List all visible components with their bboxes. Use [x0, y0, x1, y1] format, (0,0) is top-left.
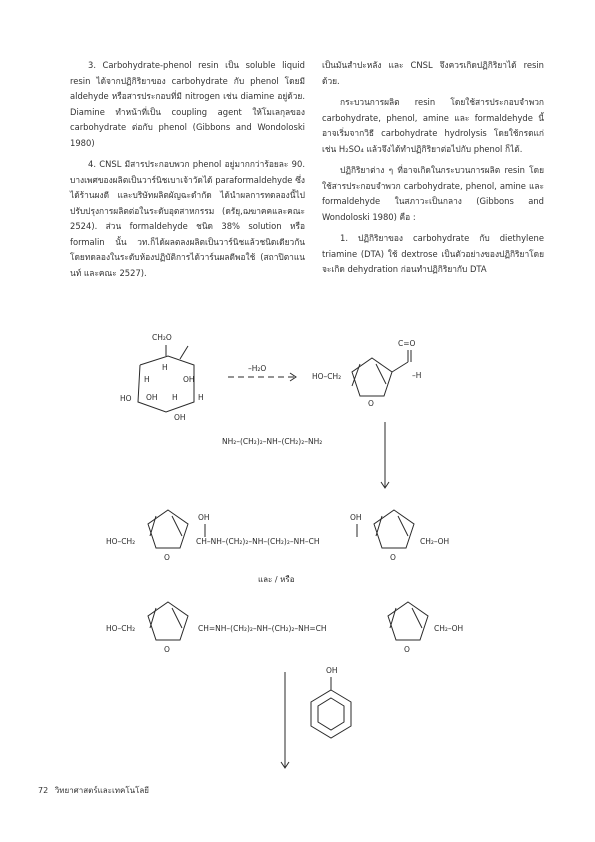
- hmf-aldehyde-label: C=O: [398, 339, 416, 348]
- product-2-left-hoch2: HO–CH₂: [106, 624, 136, 633]
- product-2-right-ch2oh: CH₂–OH: [434, 624, 464, 633]
- product-2-structure: [148, 602, 428, 640]
- hmf-hoch2-label: HO–CH₂: [312, 372, 342, 381]
- paragraph-carbohydrate-phenol-resin: 3. Carbohydrate-phenol resin เป็น soluble liquid resin ได้จากปฏิกิริยาของ carbohydrate กับ phenol โดยมี aldehyde หรือสารประกอบที่มี nitrogen เช่น diamine อยู่ด้วย. Diamine ทำหน้าที่เป็น coupling agent ให้โมเลกุลของ carbohydrate ต่อกับ phenol (Gibbons and Wondoloski 1980): [70, 60, 305, 148]
- hmf-furan-structure: [352, 350, 411, 396]
- dextrose-oh-label-3: OH: [174, 413, 186, 422]
- journal-name: วิทยาศาสตร์และเทคโนโลยี: [54, 786, 149, 795]
- product-1-right-ring-o: O: [390, 553, 396, 562]
- product-2-left-ring-o: O: [164, 645, 170, 654]
- phenol-structure: [311, 677, 351, 738]
- product-1-left-hoch2: HO–CH₂: [106, 537, 136, 546]
- dehydration-arrow: [228, 373, 296, 381]
- dextrose-h-label-2: H: [144, 375, 150, 384]
- paragraph-reactions-intro: ปฏิกิริยาต่าง ๆ ที่อาจเกิดในกระบวนการผลิต resin โดยใช้สารประกอบจำพวก carbohydrate, phenol, amine และ formaldehyde ในสภาวะเป็นกลาง (Gibbons and Wondoloski 1980) คือ :: [322, 165, 544, 222]
- right-text-column: [322, 58, 544, 284]
- left-text-column: [70, 58, 305, 287]
- paragraph-reaction-1: 1. ปฏิกิริยาของ carbohydrate กับ diethylene triamine (DTA) ใช้ dextrose เป็นตัวอย่างของปฏิกิริยาโดยจะเกิด dehydration ก่อนทำปฏิกิริยากับ DTA: [322, 233, 544, 274]
- hmf-furan-ring: [352, 358, 392, 396]
- dextrose-oh-label-1: OH: [183, 375, 195, 384]
- product-1-oh-left: OH: [198, 513, 210, 522]
- product-2-chain: CH=NH–(CH₂)₂–NH–(CH₂)₂–NH=CH: [198, 624, 327, 633]
- page-footer: [38, 784, 153, 797]
- product-1-left-furan: [148, 510, 188, 548]
- paragraph-production-process: กระบวนการผลิต resin โดยใช้สารประกอบจำพวก carbohydrate, phenol, amine และ formaldehyde นี้ อาจเริ่มจากวิธี carbohydrate hydrolysis โดยใช้กรดแก่ เช่น H₂SO₄ แล้วจึงได้ทำปฏิกิริยาต่อไปกับ phenol ก็ได้.: [322, 97, 544, 154]
- product-1-chain: CH–NH–(CH₂)₂–NH–(CH₂)₂–NH–CH: [196, 537, 320, 546]
- hmf-h-label: –H: [412, 371, 422, 380]
- dextrose-o-bond: [180, 346, 188, 359]
- arrow-to-next-step: [281, 672, 289, 768]
- product-1-right-furan: [374, 510, 414, 548]
- dextrose-ch2o-label: CH₂O: [152, 333, 172, 342]
- dextrose-h-label-1: H: [162, 363, 168, 372]
- and-or-label: และ / หรือ: [258, 575, 295, 584]
- page-number: 72: [38, 786, 49, 795]
- reaction-scheme-diagram: [0, 320, 595, 780]
- product-1-left-ring-o: O: [164, 553, 170, 562]
- product-1-oh-right: OH: [350, 513, 362, 522]
- paragraph-cnsl: 4. CNSL มีสารประกอบพวก phenol อยู่มากกว่าร้อยละ 90. บางเพศของผลิตเป็นวาร์นิชเบาเจ้าวัดได้ paraformaldehyde ซึ่งได้ร้านผงดี และบริษัทผลิตผัญฉะดำกัด ได้นำผลการทดลองนี้ไปปรับปรุงการผลิตต่อในระดับอุตสาหกรรม (ดรัยุ,ฌฆาคคและคณะ 2524). ส่วน formaldehyde ชนิด 38% solution หรือ formalin นั้น วท.ก็ได้ผลตลงผลิตเป็นวาร์นิชแล้วชนิดเดียวกัน โดยทดลองในระดับห้องปฏิบัติการได้วาร์นผลดีพอใช้ (สถาปิตาแนนท์ และคณะ 2527).: [70, 159, 305, 278]
- minus-water-label: –H₂O: [248, 364, 267, 373]
- phenol-ring: [311, 690, 351, 738]
- product-2-right-ring-o: O: [404, 645, 410, 654]
- dextrose-h-label-4: H: [198, 393, 204, 402]
- dextrose-ho-label: HO: [120, 394, 132, 403]
- phenol-aromatic-inner: [318, 698, 344, 730]
- arrow-to-product-1: [381, 422, 389, 488]
- dextrose-oh-label-2: OH: [146, 393, 158, 402]
- dta-formula: NH₂–(CH₂)₂–NH–(CH₂)₂–NH₂: [222, 437, 323, 446]
- product-1-right-ch2oh: CH₂–OH: [420, 537, 450, 546]
- dextrose-h-label-3: H: [172, 393, 178, 402]
- product-2-right-furan: [388, 602, 428, 640]
- hmf-ring-o-label: O: [368, 399, 374, 408]
- phenol-oh-label: OH: [326, 666, 338, 675]
- paragraph-continuation: เป็นมันสำปะหลัง และ CNSL จึงควรเกิดปฏิกิริยาได้ resin ด้วย.: [322, 60, 544, 86]
- product-2-left-furan: [148, 602, 188, 640]
